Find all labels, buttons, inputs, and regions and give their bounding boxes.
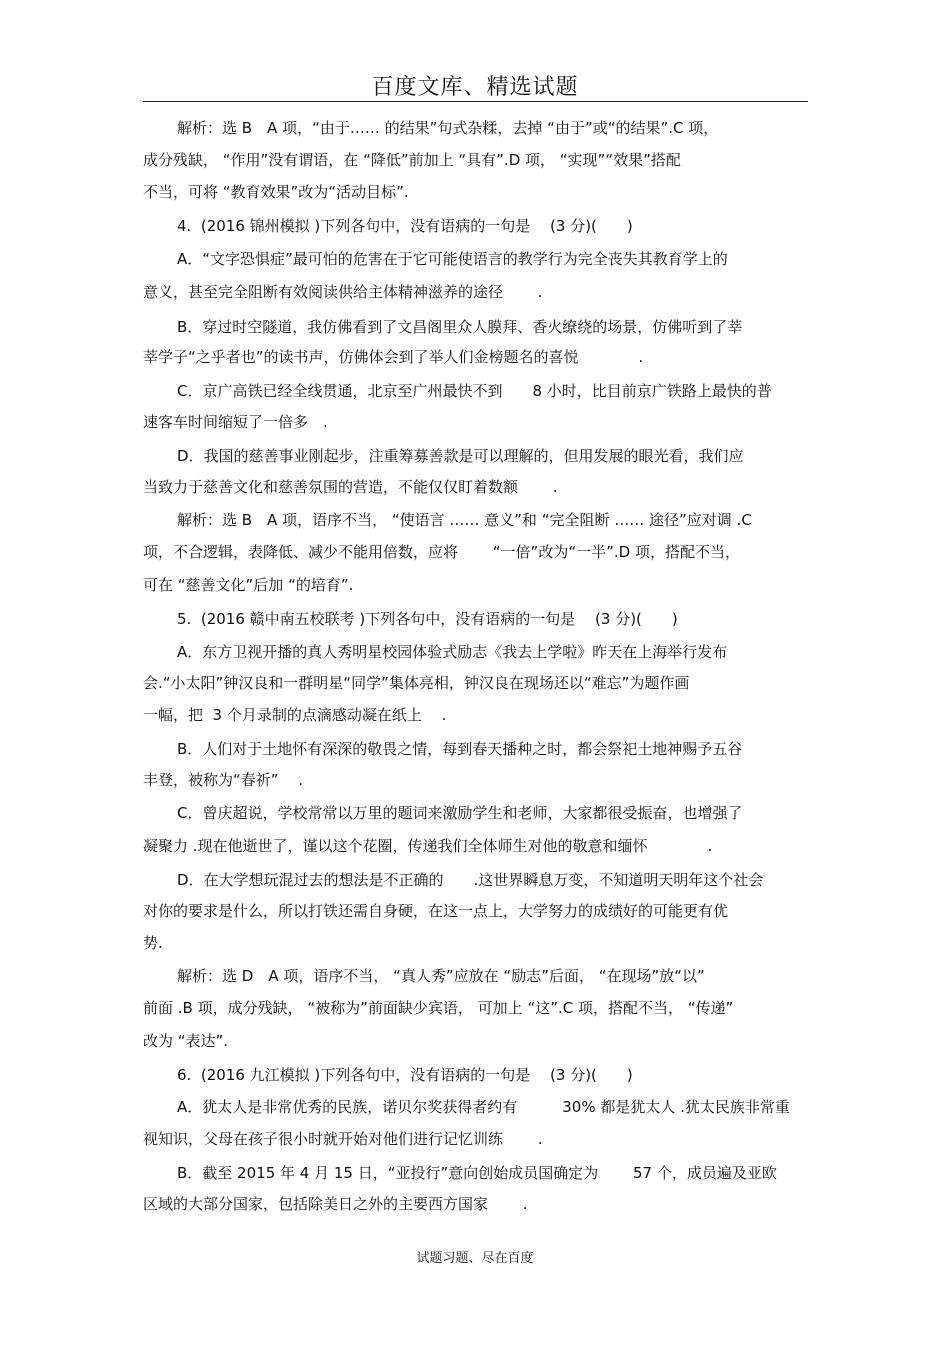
text-line: 对你的要求是什么，所以打铁还需自身硬，在这一点上，大学努力的成绩好的可能更有优 [143,902,729,920]
text-line: 意义，甚至完全阻断有效阅读供给主体精神滋养的途径 . [143,283,543,301]
text-line: 成分残缺， “作用”没有谓语，在 “降低”前加上 “具有”.D 项， “实现”“效果”搭配 [143,151,681,169]
option-line: B．截至 2015 年 4 月 15 日，“亚投行”意向创始成员国确定为 57 个，成员遍及亚欧 [177,1164,777,1182]
text-line: 不当，可将 “教育效果”改为“活动目标”. [143,183,409,201]
text-line: 改为 “表达”. [143,1032,229,1050]
page-header-title: 百度文库、精选试题 [371,75,579,100]
question-heading: 6. (2016 九江模拟 )下列各句中，没有语病的一句是 (3 分)( ) [177,1066,633,1084]
text-line: 凝聚力 .现在他逝世了，谨以这个花圈，传递我们全体师生对他的敬意和缅怀 . [143,837,713,855]
text-line: 丰登，被称为“春祈” . [143,771,304,789]
header-divider [143,101,808,102]
page-footer: 试题习题、尽在百度 [416,1251,534,1266]
option-line: D．我国的慈善事业刚起步，注重筹募善款是可以理解的，但用发展的眼光看，我们应 [177,447,744,465]
option-line: A．东方卫视开播的真人秀明星校园体验式励志《我去上学啦》昨天在上海举行发布 [177,643,728,661]
text-line: 会.“小太阳”钟汉良和一群明星“同学”集体亮相，钟汉良在现场还以“难忘”为题作画 [143,674,690,692]
option-line: C．曾庆超说，学校常常以万里的题词来激励学生和老师，大家都很受振奋，也增强了 [177,804,743,822]
text-line: 视知识，父母在孩子很小时就开始对他们进行记忆训练 . [143,1130,543,1148]
text-line: 可在 “慈善文化”后加 “的培育”. [143,576,354,594]
option-line: A．“文字恐惧症”最可怕的危害在于它可能使语言的教学行为完全丧失其教育学上的 [177,250,728,268]
text-line: 解析：选 B A 项，“由于…… 的结果”句式杂糅，去掉 “由于”或“的结果”.C 项， [177,119,719,137]
question-heading: 5. (2016 赣中南五校联考 )下列各句中，没有语病的一句是 (3 分)( ) [177,610,678,628]
text-line: 当致力于慈善文化和慈善氛围的营造，不能仅仅盯着数额 . [143,478,558,496]
option-line: B．穿过时空隧道，我仿佛看到了文昌阁里众人膜拜、香火缭绕的场景，仿佛听到了莘 [177,318,743,336]
analysis-line: 解析：选 B A 项，语序不当， “使语言 …… 意义”和 “完全阻断 …… 途径”应对调 .C [177,511,752,529]
text-line: 莘学子“之乎者也”的读书声，仿佛体会到了举人们金榜题名的喜悦 . [143,348,644,366]
option-line: B．人们对于土地怀有深深的敬畏之情，每到春天播种之时，都会祭祀土地神赐予五谷 [177,740,743,758]
text-line: 区域的大部分国家，包括除美日之外的主要西方国家 . [143,1195,528,1213]
option-line: D．在大学想玩混过去的想法是不正确的 .这世界瞬息万变，不知道明天明年这个社会 [177,871,764,889]
text-line: 势. [143,934,163,952]
analysis-line: 解析：选 D A 项，语序不当， “真人秀”应放在 “励志”后面， “在现场”放“以” [177,967,705,985]
option-line: C．京广高铁已经全线贯通，北京至广州最快不到 8 小时，比目前京广铁路上最快的普 [177,382,772,400]
text-line: 前面 .B 项，成分残缺， “被称为”前面缺少宾语， 可加上 “这”.C 项，搭配不当， “传递” [143,999,734,1017]
text-line: 速客车时间缩短了一倍多 . [143,413,328,431]
text-line: 一幅，把 3 个月录制的点滴感动凝在纸上 . [143,706,447,724]
question-heading: 4. (2016 锦州模拟 )下列各句中，没有语病的一句是 (3 分)( ) [177,217,633,235]
option-line: A．犹太人是非常优秀的民族，诺贝尔奖获得者约有 30% 都是犹太人 .犹太民族非常重 [177,1098,790,1116]
text-line: 项，不合逻辑，表降低、减少不能用倍数，应将 “一倍”改为“一半”.D 项，搭配不当， [143,543,740,561]
